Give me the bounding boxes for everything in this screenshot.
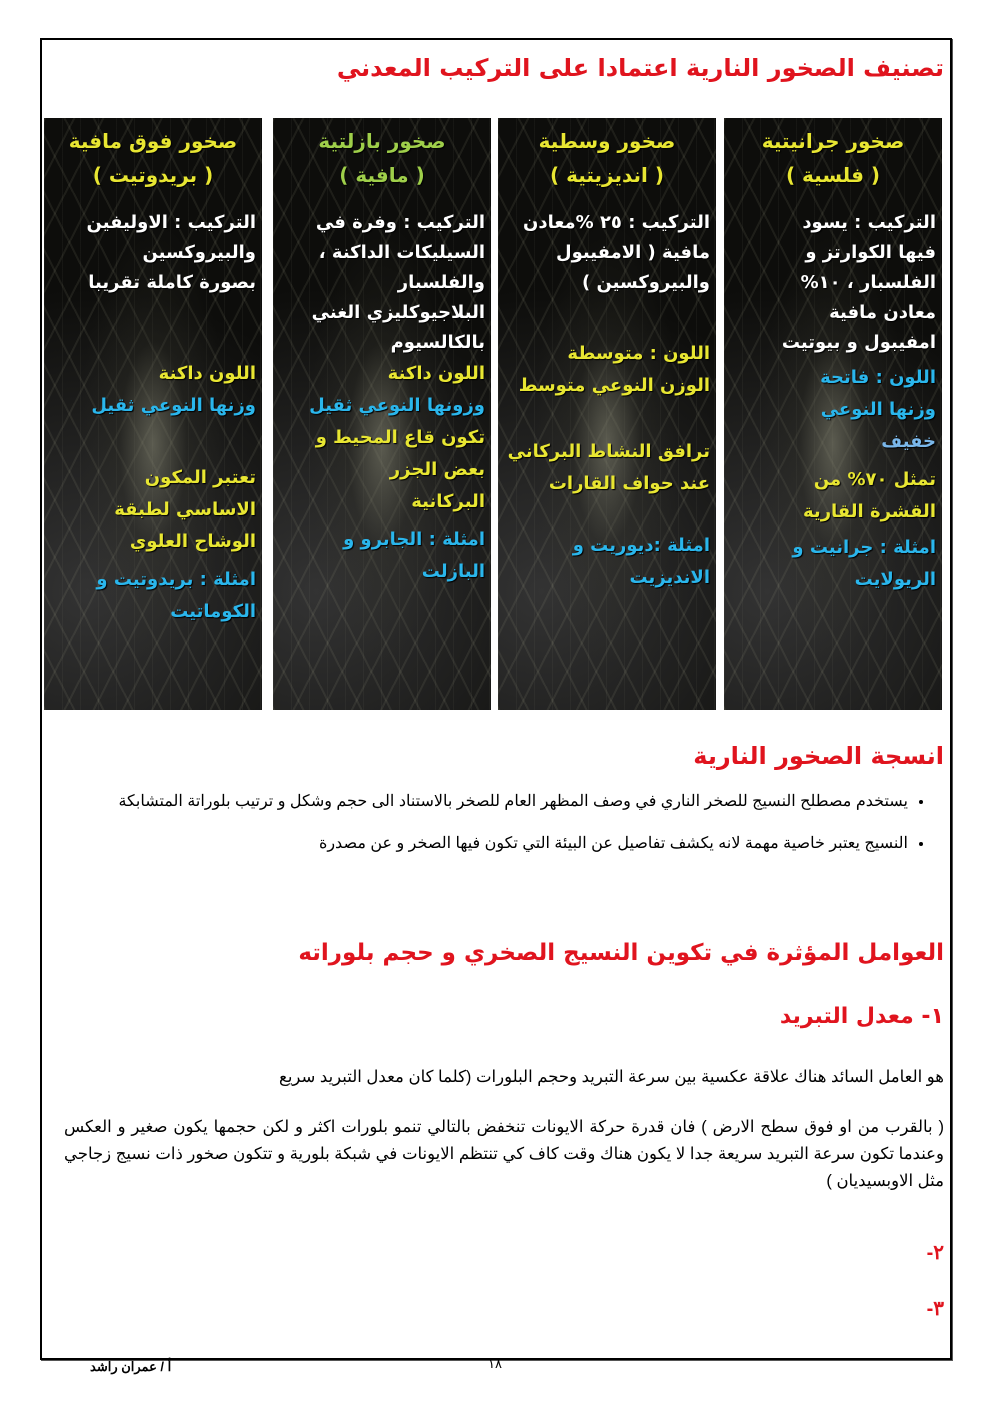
examples-line: الكوماتيت bbox=[170, 601, 256, 622]
note-line: تكون قاع المحيط و bbox=[315, 427, 485, 448]
examples-line: امثلة : جرانيت و bbox=[792, 537, 936, 558]
color-line: اللون داكنة bbox=[387, 363, 485, 384]
bullet-item: • يستخدم مصطلح النسيج للصخر الناري في وصف المظهر العام للصخر بالاستناد الى حجم وشكل و ترتيب بلوراتة المتشابكة bbox=[42, 788, 908, 816]
composition-line: السيليكات الداكنة ، bbox=[318, 242, 485, 263]
panel-subheading: ( بريدوتيت ) bbox=[92, 163, 214, 187]
section-title-factors: العوامل المؤثرة في تكوين النسيج الصخري و حجم بلوراته bbox=[298, 940, 944, 966]
paragraph-2: ( بالقرب من او فوق سطح الارض ) فان قدرة حركة الايونات تنخفض بالتالي تنمو بلورات اكثر و لكن حجمها يكون صغير و العكس وعندما تكون سرعة التبريد سريعة جدا لا يكون هناك وقت كاف كي تنتظم الايونات في شبكة بلورية و تتكون صخور ذات نسيج زجاجي مثل الاوبسيديان ) bbox=[64, 1118, 944, 1190]
composition-line: التركيب : ٢٥ %معادن bbox=[522, 212, 710, 233]
composition-line: والبيروكسين bbox=[142, 242, 256, 263]
factor-3-number: ٣- bbox=[926, 1298, 944, 1320]
composition-line: التركيب : وفرة في bbox=[315, 212, 485, 233]
panel-basaltic bbox=[273, 118, 491, 710]
weight-line: الوزن النوعي متوسط bbox=[518, 375, 710, 396]
author-name: أ / عمران راشد bbox=[90, 1359, 172, 1374]
page-title: تصنيف الصخور النارية اعتمادا على التركيب المعدني bbox=[336, 54, 944, 82]
examples-line: امثلة : بريدوتيت و bbox=[96, 569, 256, 590]
note-line: ترافق النشاط البركاني bbox=[507, 441, 710, 462]
composition-line: التركيب : الاوليفين bbox=[86, 212, 256, 233]
note-line: القشرة القارية bbox=[803, 501, 936, 522]
note-line: الاساسي لطبقة bbox=[114, 499, 256, 520]
panel-heading: صخور بازلتية bbox=[318, 129, 446, 153]
factor-1-title: ١- معدل التبريد bbox=[779, 1004, 944, 1029]
section-title-textures: انسجة الصخور النارية bbox=[693, 742, 944, 770]
textures-bullet-list bbox=[42, 788, 934, 872]
panel-heading: صخور فوق مافية bbox=[68, 129, 238, 153]
panel-heading: صخور وسطية bbox=[538, 129, 676, 153]
examples-line: الريولايت bbox=[854, 569, 936, 590]
weight-line: وزنها النوعي ثقيل bbox=[91, 395, 256, 416]
panel-heading: صخور جرانيتية bbox=[761, 129, 905, 153]
examples-line: امثلة : الجابرو و bbox=[343, 529, 485, 550]
examples-line: البازلت bbox=[421, 561, 485, 582]
composition-line: بالكالسيوم bbox=[390, 332, 485, 353]
bullet-item: • النسيج يعتبر خاصية مهمة لانه يكشف تفاصيل عن البيئة التي تكون فيها الصخر و عن مصدرة bbox=[42, 830, 908, 858]
factor-2-number: ٢- bbox=[926, 1242, 944, 1264]
examples-line: الانديزيت bbox=[629, 567, 710, 588]
color-line: اللون : فاتحة bbox=[820, 367, 936, 388]
composition-line: البلاجيوكليزي الغني bbox=[311, 302, 485, 323]
composition-line: امفيبول و بيوتيت bbox=[781, 332, 936, 353]
composition-line: التركيب : يسود bbox=[802, 212, 936, 233]
note-line: البركانية bbox=[411, 491, 485, 512]
composition-line: والفلسبار bbox=[397, 272, 485, 293]
weight-line: وزونها النوعي ثقيل bbox=[309, 395, 485, 416]
weight-line: خفيف bbox=[881, 431, 936, 452]
paragraph-1: هو العامل السائد هناك علاقة عكسية بين سرعة التبريد وحجم البلورات (كلما كان معدل التبريد سريع bbox=[279, 1068, 944, 1086]
composition-line: بصورة كاملة تقريبا bbox=[88, 272, 256, 293]
page-number: ١٨ bbox=[488, 1356, 502, 1371]
weight-line: وزنها النوعي bbox=[820, 399, 936, 420]
panel-subheading: ( مافية ) bbox=[339, 163, 425, 187]
color-line: اللون داكنة bbox=[158, 363, 256, 384]
composition-line: والبيروكسين ) bbox=[581, 272, 710, 293]
panel-ultramafic bbox=[44, 118, 262, 710]
panel-subheading: ( فلسية ) bbox=[785, 163, 881, 187]
panel-intermediate bbox=[498, 118, 716, 710]
panel-granitic bbox=[724, 118, 942, 710]
note-line: بعض الجزر bbox=[389, 459, 485, 480]
note-line: الوشاح العلوي bbox=[129, 531, 256, 552]
note-line: تمثل ٧٠% من bbox=[813, 469, 936, 490]
color-line: اللون : متوسطة bbox=[567, 343, 710, 364]
composition-line: معادن مافية bbox=[829, 302, 936, 323]
examples-line: امثلة :ديوريت و bbox=[572, 535, 710, 556]
composition-line: فيها الكوارتز و bbox=[805, 242, 936, 263]
panel-subheading: ( انديزيتية ) bbox=[549, 163, 665, 187]
composition-line: مافية ( الامفيبول bbox=[556, 242, 710, 263]
note-line: تعتبر المكون bbox=[144, 467, 256, 488]
note-line: عند حواف القارات bbox=[548, 473, 710, 494]
composition-line: الفلسبار ، ١٠% bbox=[800, 272, 936, 293]
